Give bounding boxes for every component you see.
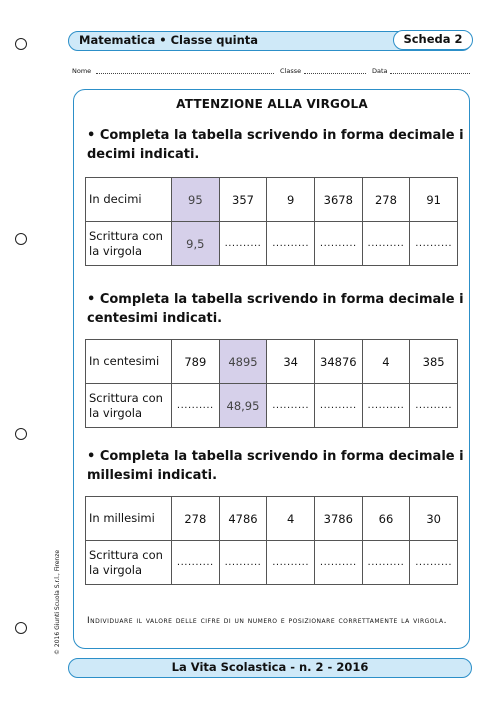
- name-label: Nome: [72, 67, 92, 75]
- answer-cell[interactable]: ..........: [267, 384, 315, 428]
- row-label: Scrittura con la virgola: [86, 384, 172, 428]
- copyright-text: © 2016 Giunti Scuola S.r.l., Firenze: [54, 549, 61, 655]
- answer-cell[interactable]: ..........: [362, 541, 410, 585]
- answer-cell[interactable]: ..........: [267, 222, 315, 266]
- value-cell: 34876: [314, 340, 362, 384]
- value-cell: 9: [267, 178, 315, 222]
- row-label: In millesimi: [86, 497, 172, 541]
- value-cell: 789: [172, 340, 220, 384]
- table-row: [86, 541, 458, 585]
- table-row: [86, 497, 458, 541]
- value-cell: 3786: [314, 497, 362, 541]
- value-cell: 4895: [219, 340, 267, 384]
- sheet-number: Scheda 2: [393, 30, 473, 50]
- answer-cell[interactable]: ..........: [362, 384, 410, 428]
- answer-cell[interactable]: ..........: [314, 384, 362, 428]
- answer-cell[interactable]: ..........: [267, 541, 315, 585]
- answer-cell[interactable]: ..........: [362, 222, 410, 266]
- date-label: Data: [372, 67, 388, 75]
- student-info-line: [72, 67, 472, 79]
- row-label: In decimi: [86, 178, 172, 222]
- row-label: Scrittura con la virgola: [86, 222, 172, 266]
- exercise-2-table: [85, 339, 458, 428]
- value-cell: 357: [219, 178, 267, 222]
- answer-cell[interactable]: ..........: [219, 222, 267, 266]
- row-label: Scrittura con la virgola: [86, 541, 172, 585]
- binder-hole-top: [15, 38, 27, 50]
- answer-cell[interactable]: ..........: [314, 541, 362, 585]
- answer-cell[interactable]: ..........: [314, 222, 362, 266]
- binder-hole-bottom: [15, 622, 27, 634]
- exercise-1-instruction: • Completa la tabella scrivendo in forma decimale i decimi indicati.: [87, 128, 464, 162]
- answer-cell[interactable]: ..........: [410, 541, 458, 585]
- answer-cell[interactable]: ..........: [172, 541, 220, 585]
- table-row: [86, 384, 458, 428]
- value-cell: 278: [172, 497, 220, 541]
- exercise-2-instruction: • Completa la tabella scrivendo in forma decimale i centesimi indicati.: [87, 292, 464, 326]
- answer-cell: 9,5: [172, 222, 220, 266]
- value-cell: 30: [410, 497, 458, 541]
- value-cell: 66: [362, 497, 410, 541]
- value-cell: 278: [362, 178, 410, 222]
- value-cell: 4786: [219, 497, 267, 541]
- objective-note: Individuare il valore delle cifre di un numero e posizionare correttamente la virgola.: [87, 616, 447, 626]
- binder-hole-upper-middle: [15, 233, 27, 245]
- table-row: [86, 178, 458, 222]
- answer-cell[interactable]: ..........: [219, 541, 267, 585]
- footer-bar: La Vita Scolastica - n. 2 - 2016: [68, 658, 472, 678]
- value-cell: 4: [362, 340, 410, 384]
- value-cell: 3678: [314, 178, 362, 222]
- subject-title: Matematica • Classe quinta: [79, 33, 259, 47]
- answer-cell: 48,95: [219, 384, 267, 428]
- answer-cell[interactable]: ..........: [410, 222, 458, 266]
- answer-cell[interactable]: ..........: [172, 384, 220, 428]
- answer-cell[interactable]: ..........: [410, 384, 458, 428]
- exercise-3-table: [85, 496, 458, 585]
- class-field[interactable]: [304, 73, 366, 74]
- header-bar: [68, 31, 472, 51]
- exercise-1-table: [85, 177, 458, 266]
- value-cell: 4: [267, 497, 315, 541]
- value-cell: 91: [410, 178, 458, 222]
- exercise-3-instruction: • Completa la tabella scrivendo in forma decimale i millesimi indicati.: [87, 449, 464, 483]
- value-cell: 34: [267, 340, 315, 384]
- table-row: [86, 340, 458, 384]
- table-row: [86, 222, 458, 266]
- name-field[interactable]: [96, 73, 274, 74]
- date-field[interactable]: [390, 73, 470, 74]
- row-label: In centesimi: [86, 340, 172, 384]
- class-label: Classe: [280, 67, 302, 75]
- page-title: ATTENZIONE ALLA VIRGOLA: [176, 97, 368, 111]
- binder-hole-lower-middle: [15, 428, 27, 440]
- value-cell: 385: [410, 340, 458, 384]
- value-cell: 95: [172, 178, 220, 222]
